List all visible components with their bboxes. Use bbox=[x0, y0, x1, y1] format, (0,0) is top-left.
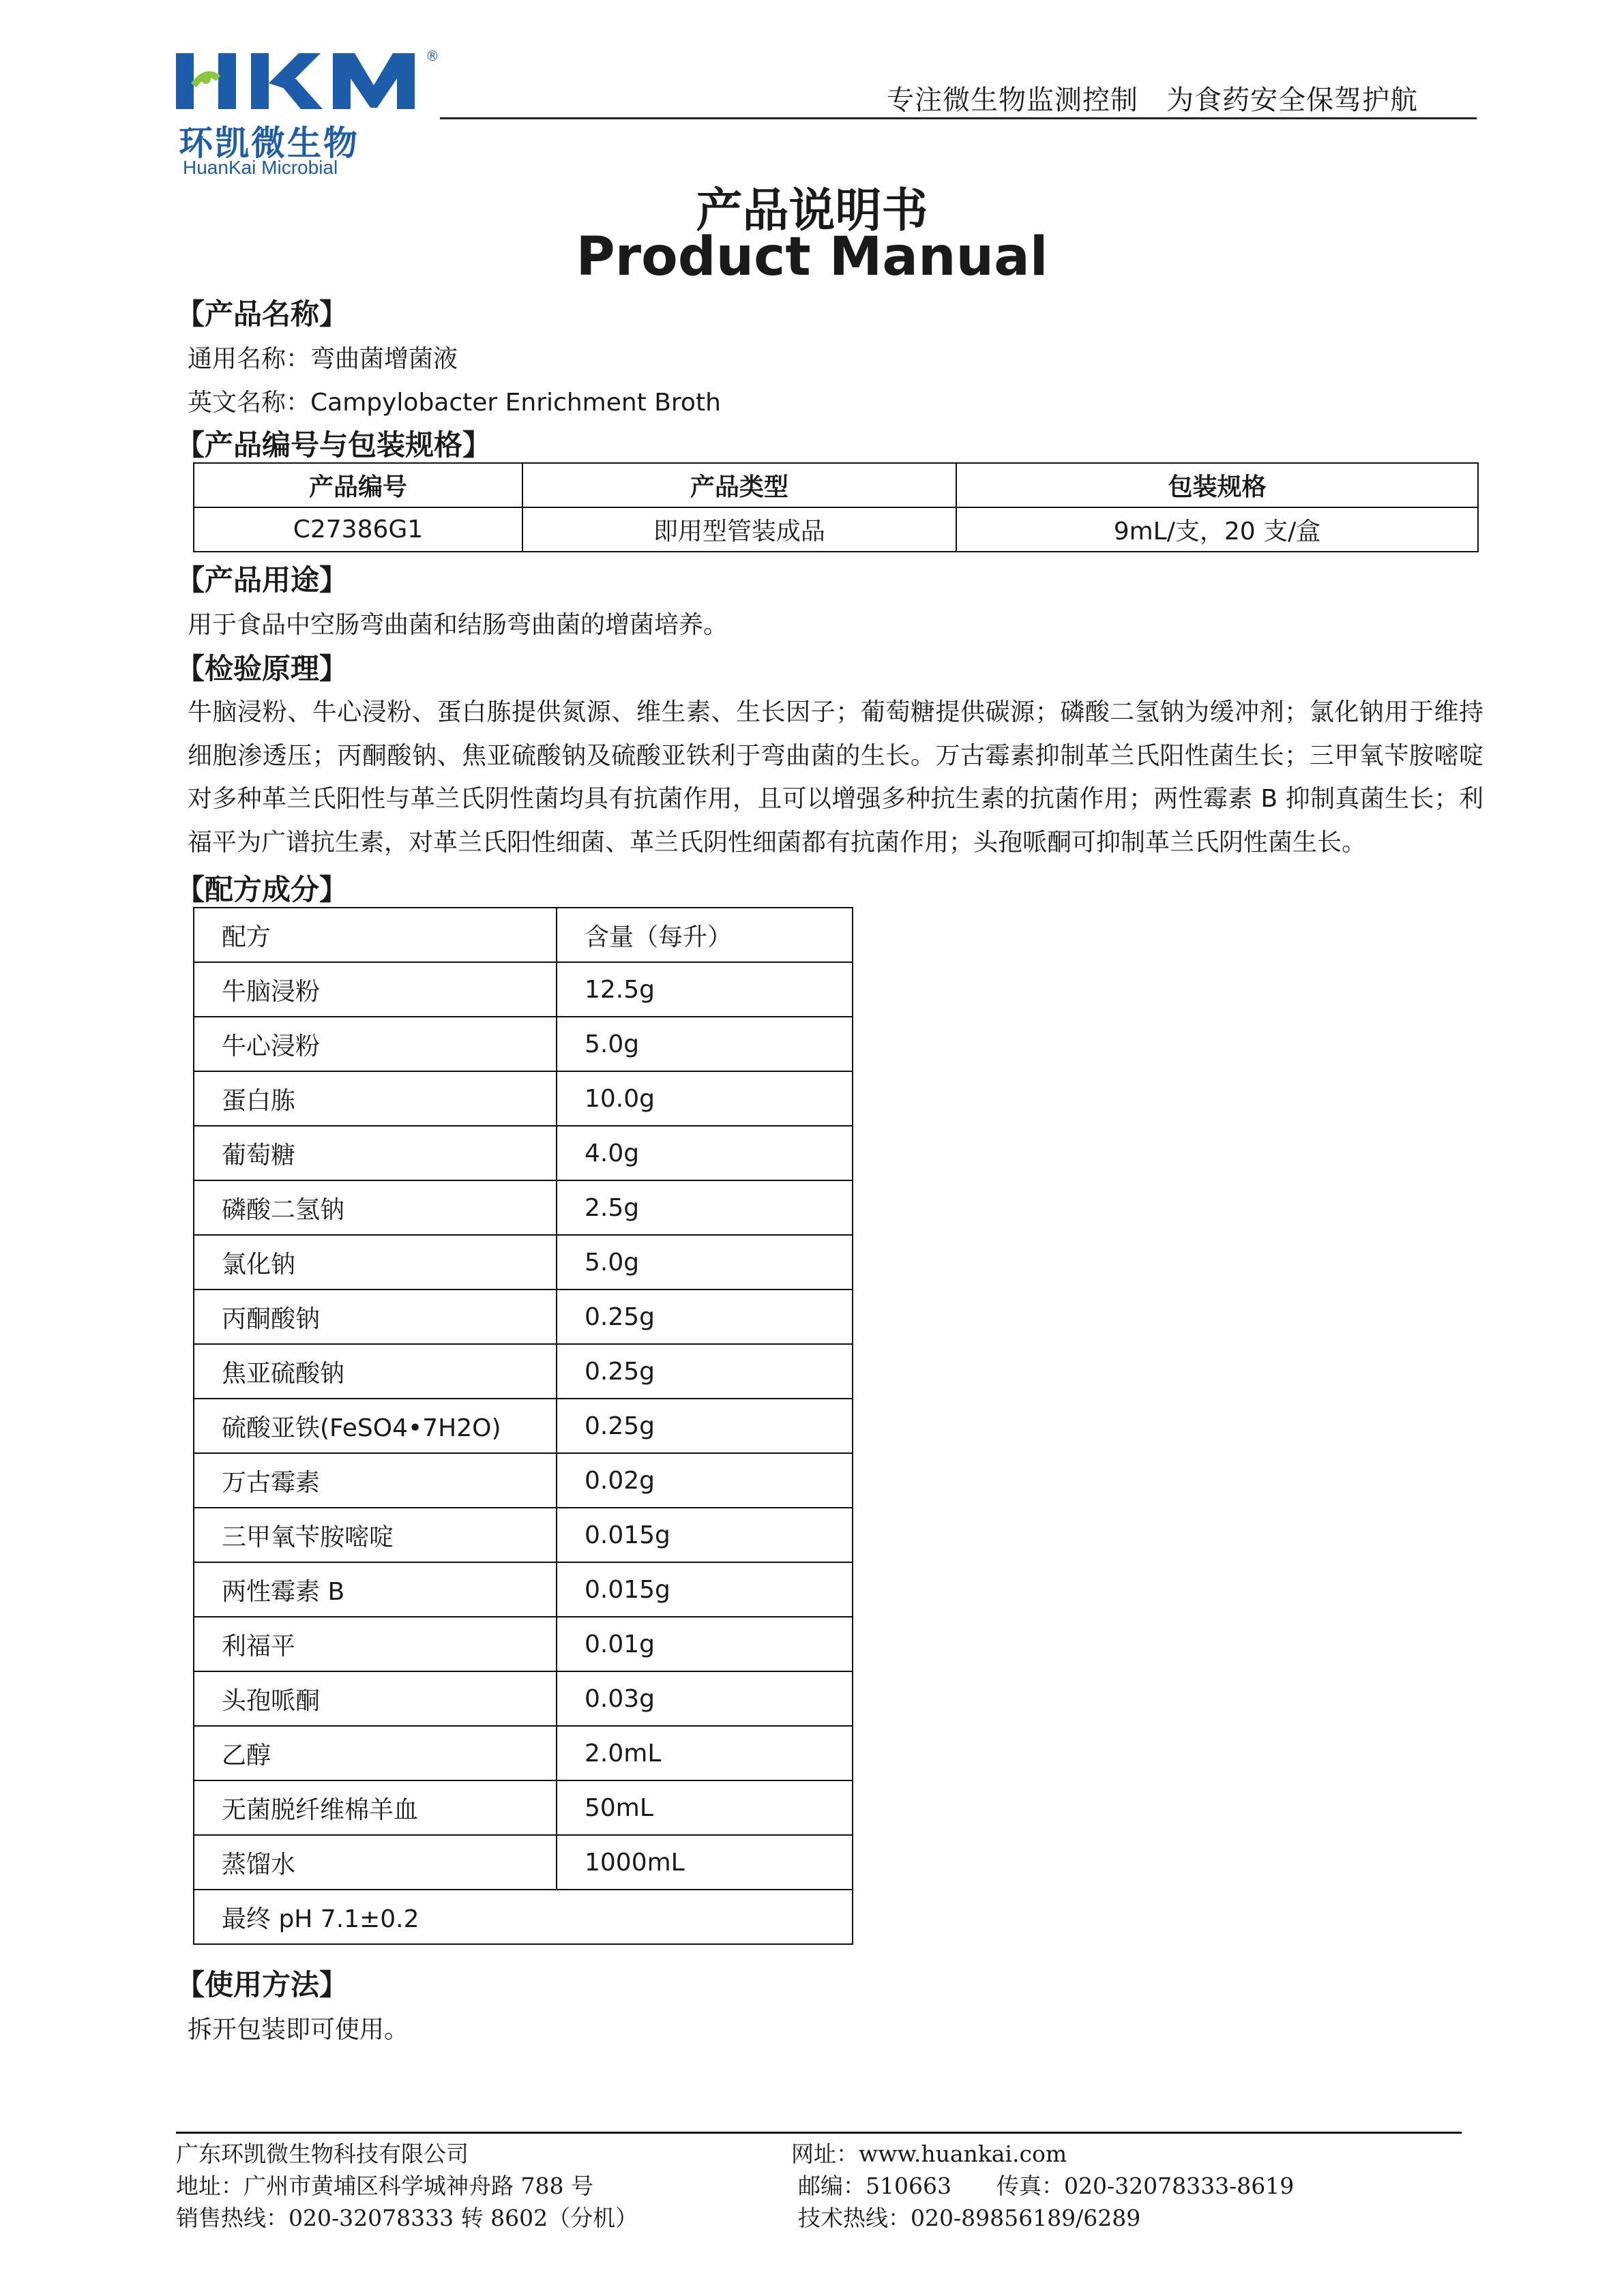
principle-text: 牛脑浸粉、牛心浸粉、蛋白胨提供氮源、维生素、生长因子；葡萄糖提供碳源；磷酸二氢钠为缓冲剂；氯化钠用于维持细胞渗透压；丙酮酸钠、焦亚硫酸钠及硫酸亚铁利于弯曲菌的生长。万古霉素抑制革兰氏阳性菌生长；三甲氧苄胺嘧啶对多种革兰氏阳性与革兰氏阴性菌均具有抗菌作用，且可以增强多种抗生素的抗菌作用；两性霉素 B 抑制真菌生长；利福平为广谱抗生素，对革兰氏阳性细菌、革兰氏阴性细菌都有抗菌作用；头孢哌酮可抑制革兰氏阴性菌生长。 bbox=[188, 698, 1483, 856]
package-spec: 9mL/支，20 支/盒 bbox=[956, 507, 1478, 552]
footer-tech-hotline: 技术热线：020-89856189/6289 bbox=[798, 2205, 1141, 2231]
packaging-table bbox=[193, 462, 1479, 552]
ingredient-name: 利福平 bbox=[194, 1617, 557, 1671]
section-heading-formula: 【配方成分】 bbox=[176, 873, 349, 906]
ingredient-name: 无菌脱纤维棉羊血 bbox=[194, 1780, 557, 1835]
section-heading-usage: 【产品用途】 bbox=[176, 563, 349, 597]
ingredient-amount: 0.02g bbox=[557, 1453, 853, 1508]
table-row bbox=[194, 1835, 853, 1890]
section-heading-packaging: 【产品编号与包装规格】 bbox=[176, 428, 492, 462]
section-heading-principle: 【检验原理】 bbox=[176, 652, 349, 685]
ingredient-name: 磷酸二氢钠 bbox=[194, 1180, 557, 1235]
section-heading-method: 【使用方法】 bbox=[176, 1968, 349, 2001]
ingredient-name: 丙酮酸钠 bbox=[194, 1289, 557, 1344]
ingredient-name: 牛心浸粉 bbox=[194, 1017, 557, 1071]
ingredient-name: 氯化钠 bbox=[194, 1235, 557, 1289]
table-row bbox=[194, 1344, 853, 1399]
ingredient-amount: 12.5g bbox=[557, 962, 853, 1017]
ingredient-name: 硫酸亚铁(FeSO4•7H2O) bbox=[194, 1399, 557, 1453]
ingredient-name: 葡萄糖 bbox=[194, 1126, 557, 1180]
registered-mark: ® bbox=[426, 48, 439, 64]
table-row bbox=[194, 1235, 853, 1289]
table-row bbox=[194, 1126, 853, 1180]
ingredient-amount: 2.5g bbox=[557, 1180, 853, 1235]
product-code: C27386G1 bbox=[194, 507, 522, 552]
ingredient-amount: 1000mL bbox=[557, 1835, 853, 1890]
table-row bbox=[194, 507, 1478, 552]
ingredient-amount: 0.25g bbox=[557, 1399, 853, 1453]
table-row bbox=[194, 1508, 853, 1562]
ingredient-amount: 4.0g bbox=[557, 1126, 853, 1180]
page-title-cn: 产品说明书 bbox=[696, 184, 928, 238]
footer-postcode-fax: 邮编：510663 传真：020-32078333-8619 bbox=[798, 2173, 1295, 2199]
ingredient-name: 万古霉素 bbox=[194, 1453, 557, 1508]
english-name: 英文名称：Campylobacter Enrichment Broth bbox=[188, 389, 721, 417]
ingredient-amount: 5.0g bbox=[557, 1017, 853, 1071]
footer-company: 广东环凯微生物科技有限公司 bbox=[176, 2141, 469, 2167]
footer-address: 地址：广州市黄埔区科学城神舟路 788 号 bbox=[176, 2173, 593, 2199]
ingredient-amount: 10.0g bbox=[557, 1071, 853, 1126]
company-logo bbox=[176, 48, 449, 178]
column-header: 配方 bbox=[194, 908, 557, 962]
ingredient-amount: 0.01g bbox=[557, 1617, 853, 1671]
table-row bbox=[194, 1071, 853, 1126]
ingredient-name: 三甲氧苄胺嘧啶 bbox=[194, 1508, 557, 1562]
table-row bbox=[194, 1726, 853, 1780]
table-row bbox=[194, 1180, 853, 1235]
ingredient-name: 牛脑浸粉 bbox=[194, 962, 557, 1017]
footer-divider bbox=[176, 2132, 1462, 2134]
table-row bbox=[194, 1399, 853, 1453]
ingredient-name: 蛋白胨 bbox=[194, 1071, 557, 1126]
ingredient-name: 蒸馏水 bbox=[194, 1835, 557, 1890]
hkm-logo-mark bbox=[176, 48, 428, 116]
ingredient-amount: 5.0g bbox=[557, 1235, 853, 1289]
column-header: 含量（每升） bbox=[557, 908, 853, 962]
ingredient-name: 乙醇 bbox=[194, 1726, 557, 1780]
ingredient-amount: 0.25g bbox=[557, 1344, 853, 1399]
column-header: 产品类型 bbox=[522, 463, 956, 507]
table-row bbox=[194, 962, 853, 1017]
table-header-row bbox=[194, 463, 1478, 507]
ingredient-amount: 0.015g bbox=[557, 1508, 853, 1562]
ingredient-name: 焦亚硫酸钠 bbox=[194, 1344, 557, 1399]
header-slogan: 专注微生物监测控制 为食药安全保驾护航 bbox=[887, 85, 1418, 116]
table-row bbox=[194, 1562, 853, 1617]
table-row bbox=[194, 1780, 853, 1835]
footer-website[interactable]: 网址：www.huankai.com bbox=[791, 2141, 1067, 2167]
usage-text: 用于食品中空肠弯曲菌和结肠弯曲菌的增菌培养。 bbox=[188, 611, 728, 639]
ingredient-name: 两性霉素 B bbox=[194, 1562, 557, 1617]
header-divider bbox=[440, 117, 1477, 119]
product-type: 即用型管装成品 bbox=[522, 507, 956, 552]
ingredient-amount: 2.0mL bbox=[557, 1726, 853, 1780]
page-title-en: Product Manual bbox=[576, 226, 1048, 288]
table-row bbox=[194, 1017, 853, 1071]
table-row bbox=[194, 1617, 853, 1671]
ingredient-amount: 0.015g bbox=[557, 1562, 853, 1617]
logo-chinese-name: 环凯微生物 bbox=[179, 123, 359, 163]
table-row bbox=[194, 1289, 853, 1344]
formula-table bbox=[193, 907, 853, 1945]
column-header: 包装规格 bbox=[956, 463, 1478, 507]
logo-english-name: HuanKai Microbial bbox=[183, 157, 338, 178]
ingredient-amount: 0.03g bbox=[557, 1671, 853, 1726]
common-name: 通用名称：弯曲菌增菌液 bbox=[188, 345, 458, 373]
column-header: 产品编号 bbox=[194, 463, 522, 507]
ingredient-amount: 50mL bbox=[557, 1780, 853, 1835]
section-heading-product-name: 【产品名称】 bbox=[176, 297, 349, 331]
ingredient-amount: 0.25g bbox=[557, 1289, 853, 1344]
footer-sales-hotline: 销售热线：020-32078333 转 8602（分机） bbox=[176, 2205, 638, 2231]
ingredient-name: 头孢哌酮 bbox=[194, 1671, 557, 1726]
method-text: 拆开包装即可使用。 bbox=[188, 2016, 409, 2044]
final-ph: 最终 pH 7.1±0.2 bbox=[194, 1890, 853, 1944]
table-header-row bbox=[194, 908, 853, 962]
table-row bbox=[194, 1453, 853, 1508]
table-row bbox=[194, 1890, 853, 1944]
table-row bbox=[194, 1671, 853, 1726]
